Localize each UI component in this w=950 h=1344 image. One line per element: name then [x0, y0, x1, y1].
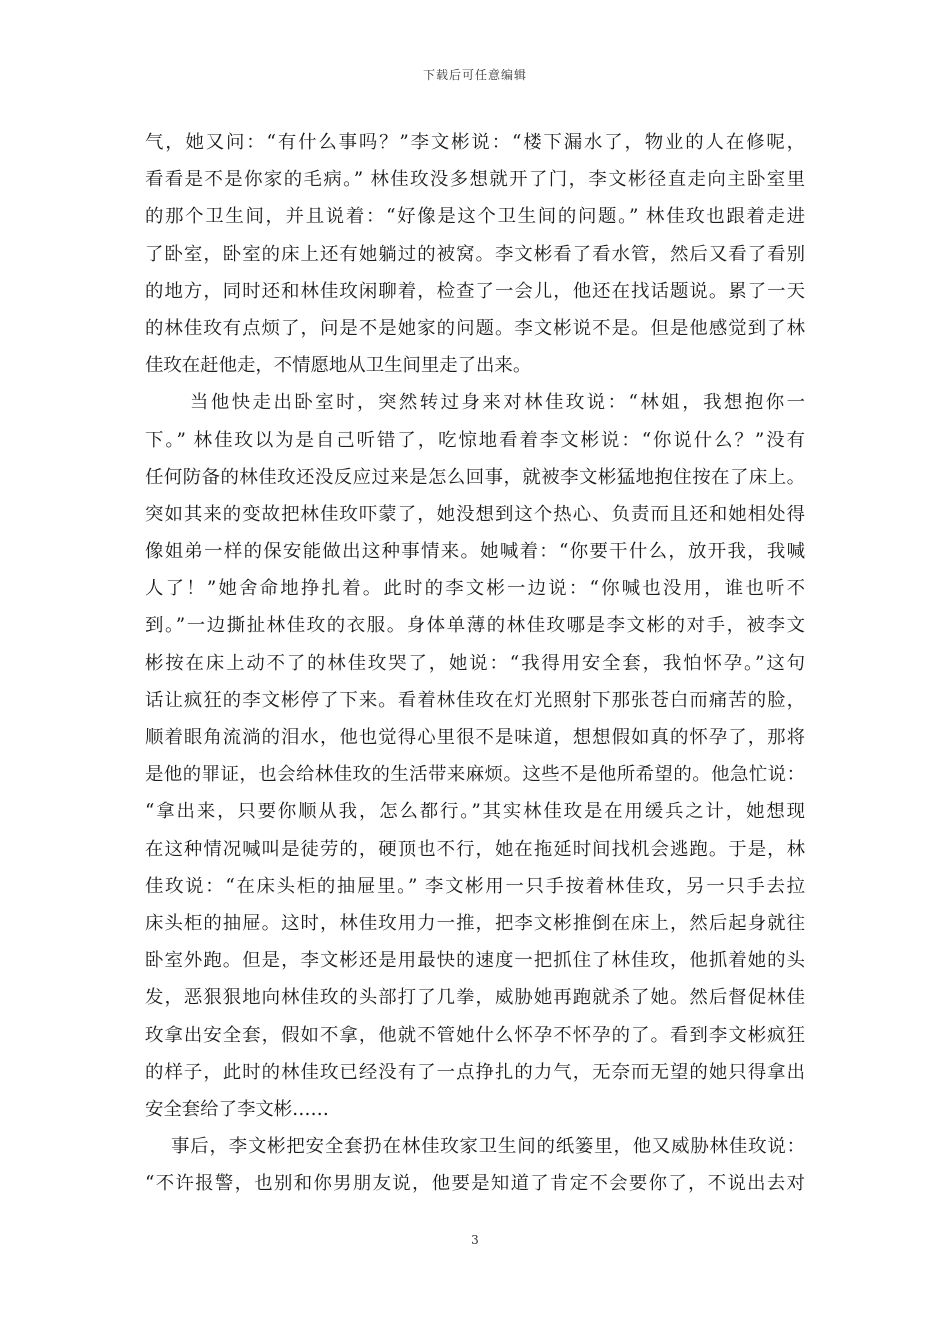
- text-line: 的那个卫生间，并且说着：“好像是这个卫生间的问题。” 林佳玫也跟着走进: [145, 206, 805, 228]
- text-line: 在这种情况喊叫是徒劳的，硬顶也不行，她在拖延时间找机会逃跑。于是，林: [145, 838, 805, 860]
- text-line: 彬按在床上动不了的林佳玫哭了，她说：“我得用安全套，我怕怀孕。”这句: [145, 652, 805, 674]
- page-number: 3: [471, 1233, 479, 1247]
- text-line: 发，恶狠狠地向林佳玫的头部打了几拳，威胁她再跑就杀了她。然后督促林佳: [145, 987, 805, 1009]
- text-line: 话让疯狂的李文彬停了下来。看着林佳玫在灯光照射下那张苍白而痛苦的脸，: [145, 689, 805, 711]
- text-line: 下。” 林佳玫以为是自己听错了，吃惊地看着李文彬说：“你说什么？”没有: [145, 429, 805, 451]
- text-line: 了卧室，卧室的床上还有她躺过的被窝。李文彬看了看水管，然后又看了看别: [145, 243, 805, 265]
- text-line: 像姐弟一样的保安能做出这种事情来。她喊着：“你要干什么，放开我，我喊: [145, 541, 805, 563]
- text-line: “不许报警，也别和你男朋友说，他要是知道了肯定不会要你了，不说出去对: [145, 1173, 805, 1195]
- text-line: 突如其来的变故把林佳玫吓蒙了，她没想到这个热心、负责而且还和她相处得: [145, 503, 805, 525]
- text-line: 当他快走出卧室时，突然转过身来对林佳玫说：“林姐，我想抱你一: [190, 392, 805, 414]
- text-line: 人了！”她舍命地挣扎着。此时的李文彬一边说：“你喊也没用，谁也听不: [145, 578, 805, 600]
- text-line: 的地方，同时还和林佳玫闲聊着，检查了一会儿，他还在找话题说。累了一天: [145, 280, 805, 302]
- text-line: 气，她又问：“有什么事吗？”李文彬说：“楼下漏水了，物业的人在修呢，: [145, 132, 805, 153]
- text-line: 事后，李文彬把安全套扔在林佳玫家卫生间的纸篓里，他又威胁林佳玫说：: [171, 1136, 805, 1158]
- text-line: 佳玫说：“在床头柜的抽屉里。” 李文彬用一只手按着林佳玫，另一只手去拉: [145, 875, 805, 897]
- text-line: 的林佳玫有点烦了，问是不是她家的问题。李文彬说不是。但是他感觉到了林: [145, 317, 805, 339]
- page-header: 下载后可任意编辑: [422, 68, 527, 82]
- text-line: 顺着眼角流淌的泪水，他也觉得心里很不是味道，想想假如真的怀孕了，那将: [145, 727, 805, 748]
- text-line: 看看是不是你家的毛病。” 林佳玫没多想就开了门，李文彬径直走向主卧室里: [145, 169, 805, 191]
- text-line: 是他的罪证，也会给林佳玫的生活带来麻烦。这些不是他所希望的。他急忙说：: [145, 764, 805, 786]
- text-line: 玫拿出安全套，假如不拿，他就不管她什么怀孕不怀孕的了。看到李文彬疯狂: [145, 1024, 805, 1046]
- text-line: 任何防备的林佳玫还没反应过来是怎么回事，就被李文彬猛地抱住按在了床上。: [145, 466, 805, 488]
- document-body: [145, 124, 805, 1202]
- text-line: 的样子，此时的林佳玫已经没有了一点挣扎的力气，无奈而无望的她只得拿出: [145, 1061, 805, 1083]
- text-line: 佳玫在赶他走，不情愿地从卫生间里走了出来。: [145, 355, 532, 377]
- text-line: 安全套给了李文彬……: [145, 1098, 329, 1120]
- text-line: “拿出来，只要你顺从我，怎么都行。”其实林佳玫是在用缓兵之计，她想现: [145, 801, 805, 823]
- text-line: 卧室外跑。但是，李文彬还是用最快的速度一把抓住了林佳玫，他抓着她的头: [145, 950, 805, 972]
- text-line: 床头柜的抽屉。这时，林佳玫用力一推，把李文彬推倒在床上，然后起身就往: [145, 912, 805, 934]
- text-line: 到。”一边撕扯林佳玫的衣服。身体单薄的林佳玫哪是李文彬的对手，被李文: [145, 615, 805, 637]
